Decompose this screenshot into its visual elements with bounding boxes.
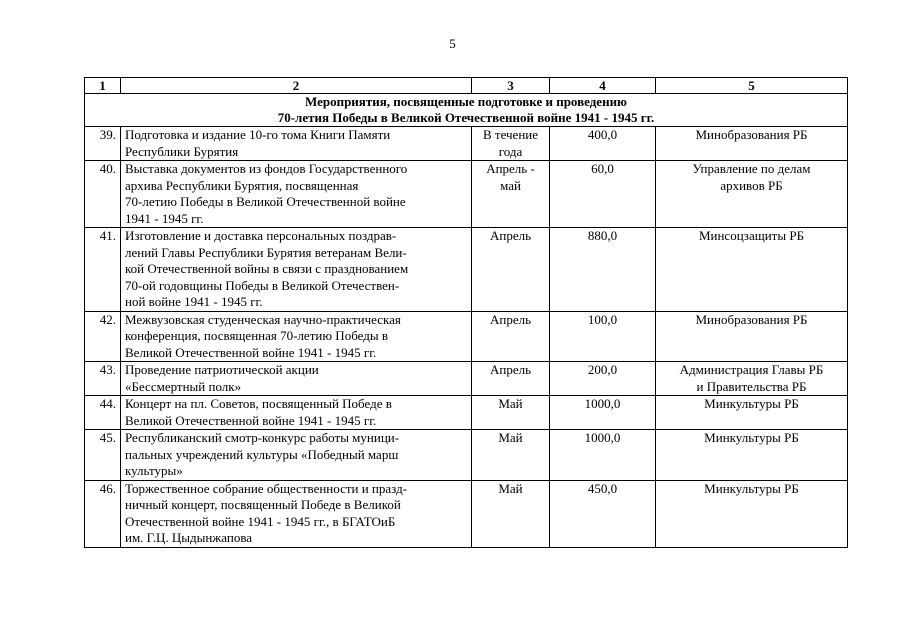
event-name-line: Великой Отечественной войне 1941 - 1945 гг.: [125, 344, 377, 360]
event-name-line: 70-летию Победы в Великой Отечественной войне: [125, 194, 406, 209]
table-row: [85, 430, 848, 481]
event-name: [121, 311, 472, 362]
event-responsible-line: Управление по делам: [692, 161, 811, 176]
section-title-row: [85, 94, 848, 127]
event-responsible-line: Минкультуры РБ: [704, 430, 799, 445]
event-name-line: Межвузовская студенческая научно-практическая: [125, 311, 401, 327]
event-term: [472, 362, 550, 396]
event-name: [121, 396, 472, 430]
event-name: [121, 480, 472, 547]
event-name-line: ничный концерт, посвященный Победе в Великой: [125, 497, 401, 512]
event-sum: 450,0: [550, 480, 656, 547]
event-name-line: кой Отечественной войны в связи с празднованием: [125, 261, 409, 276]
event-responsible: [656, 161, 848, 228]
event-name-line: ной войне 1941 - 1945 гг.: [125, 294, 263, 309]
event-term: [472, 396, 550, 430]
event-name-line: 1941 - 1945 гг.: [125, 210, 204, 226]
event-name-line: Торжественное собрание общественности и празд-: [125, 480, 408, 496]
event-term-line: Май: [498, 430, 523, 445]
row-number: 42.: [85, 311, 121, 362]
event-name: [121, 127, 472, 161]
event-term-line: Апрель: [489, 228, 532, 243]
event-responsible: [656, 311, 848, 362]
event-name-line: конференция, посвященная 70-летию Победы в: [125, 328, 388, 343]
event-responsible: [656, 228, 848, 312]
event-term: [472, 228, 550, 312]
event-name: [121, 161, 472, 228]
event-responsible: [656, 362, 848, 396]
events-table: [84, 77, 848, 548]
row-number: 45.: [85, 430, 121, 481]
event-term: [472, 161, 550, 228]
event-name-line: архива Республики Бурятия, посвященная: [125, 177, 359, 193]
row-number: 39.: [85, 127, 121, 161]
event-name-line: пальных учреждений культуры «Победный марш: [125, 446, 399, 462]
row-number: 40.: [85, 161, 121, 228]
event-sum: 400,0: [550, 127, 656, 161]
event-responsible: [656, 480, 848, 547]
section-title: [85, 94, 848, 127]
event-term: [472, 127, 550, 161]
header-cell-5: 5: [656, 78, 848, 94]
event-name: [121, 362, 472, 396]
event-term-line: Май: [498, 480, 523, 496]
events-table-body: [85, 78, 848, 548]
event-name: [121, 228, 472, 312]
event-term-line: май: [500, 177, 521, 193]
row-number: 41.: [85, 228, 121, 312]
event-name-line: Отечественной войне 1941 - 1945 гг., в БГАТОиБ: [125, 513, 396, 529]
event-responsible: [656, 396, 848, 430]
event-name-line: 70-ой годовщины Победы в Великой Отечествен-: [125, 277, 400, 293]
row-number: 46.: [85, 480, 121, 547]
event-sum: 100,0: [550, 311, 656, 362]
event-name-line: лений Главы Республики Бурятия ветеранам Вели-: [125, 244, 407, 260]
event-name-line: Республики Бурятия: [125, 143, 239, 159]
event-term-line: Апрель -: [486, 161, 535, 176]
event-name-line: «Бессмертный полк»: [125, 378, 242, 394]
event-name-line: Подготовка и издание 10-го тома Книги Памяти: [125, 127, 391, 142]
event-term: [472, 430, 550, 481]
event-term-line: года: [498, 143, 523, 159]
event-name: [121, 430, 472, 481]
event-sum: 200,0: [550, 362, 656, 396]
page-number: 5: [449, 36, 456, 51]
header-row: [85, 78, 848, 94]
event-sum: 60,0: [550, 161, 656, 228]
event-name-line: Изготовление и доставка персональных поздрав-: [125, 228, 397, 243]
event-name-line: им. Г.Ц. Цыдынжапова: [125, 530, 253, 545]
row-number: 43.: [85, 362, 121, 396]
event-name-line: культуры»: [125, 463, 183, 478]
event-term-line: Апрель: [489, 311, 532, 327]
event-sum: 880,0: [550, 228, 656, 312]
event-responsible-line: и Правительства РБ: [696, 378, 807, 394]
section-title-line: 70-летия Победы в Великой Отечественной войне 1941 - 1945 гг.: [277, 110, 655, 125]
event-term: [472, 480, 550, 547]
event-responsible-line: Администрация Главы РБ: [679, 362, 824, 377]
event-term-line: В течение: [482, 127, 539, 142]
event-term: [472, 311, 550, 362]
event-sum: 1000,0: [550, 430, 656, 481]
event-name-line: Проведение патриотической акции: [125, 362, 319, 377]
event-name-line: Республиканский смотр-конкурс работы муници-: [125, 430, 400, 445]
event-term-line: Май: [498, 396, 523, 411]
event-responsible-line: Минобразования РБ: [695, 127, 808, 142]
table-row: [85, 480, 848, 547]
section-title-line: Мероприятия, посвященные подготовке и проведению: [304, 94, 627, 109]
table-row: [85, 362, 848, 396]
event-name-line: Выставка документов из фондов Государственного: [125, 161, 408, 176]
event-name-line: Великой Отечественной войне 1941 - 1945 гг.: [125, 412, 377, 428]
event-sum: 1000,0: [550, 396, 656, 430]
event-term-line: Апрель: [489, 362, 532, 377]
table-row: [85, 396, 848, 430]
event-responsible-line: Минсоцзащиты РБ: [698, 228, 805, 243]
event-responsible-line: Минобразования РБ: [695, 311, 808, 327]
event-responsible-line: архивов РБ: [720, 177, 783, 193]
event-responsible-line: Минкультуры РБ: [704, 396, 799, 411]
table-row: [85, 127, 848, 161]
event-responsible-line: Минкультуры РБ: [704, 480, 799, 496]
table-row: [85, 161, 848, 228]
event-name-line: Концерт на пл. Советов, посвященный Победе в: [125, 396, 392, 411]
table-row: [85, 228, 848, 312]
row-number: 44.: [85, 396, 121, 430]
header-cell-1: 1: [85, 78, 121, 94]
table-row: [85, 311, 848, 362]
event-responsible: [656, 430, 848, 481]
header-cell-2: 2: [121, 78, 472, 94]
header-cell-3: 3: [472, 78, 550, 94]
header-cell-4: 4: [550, 78, 656, 94]
event-responsible: [656, 127, 848, 161]
